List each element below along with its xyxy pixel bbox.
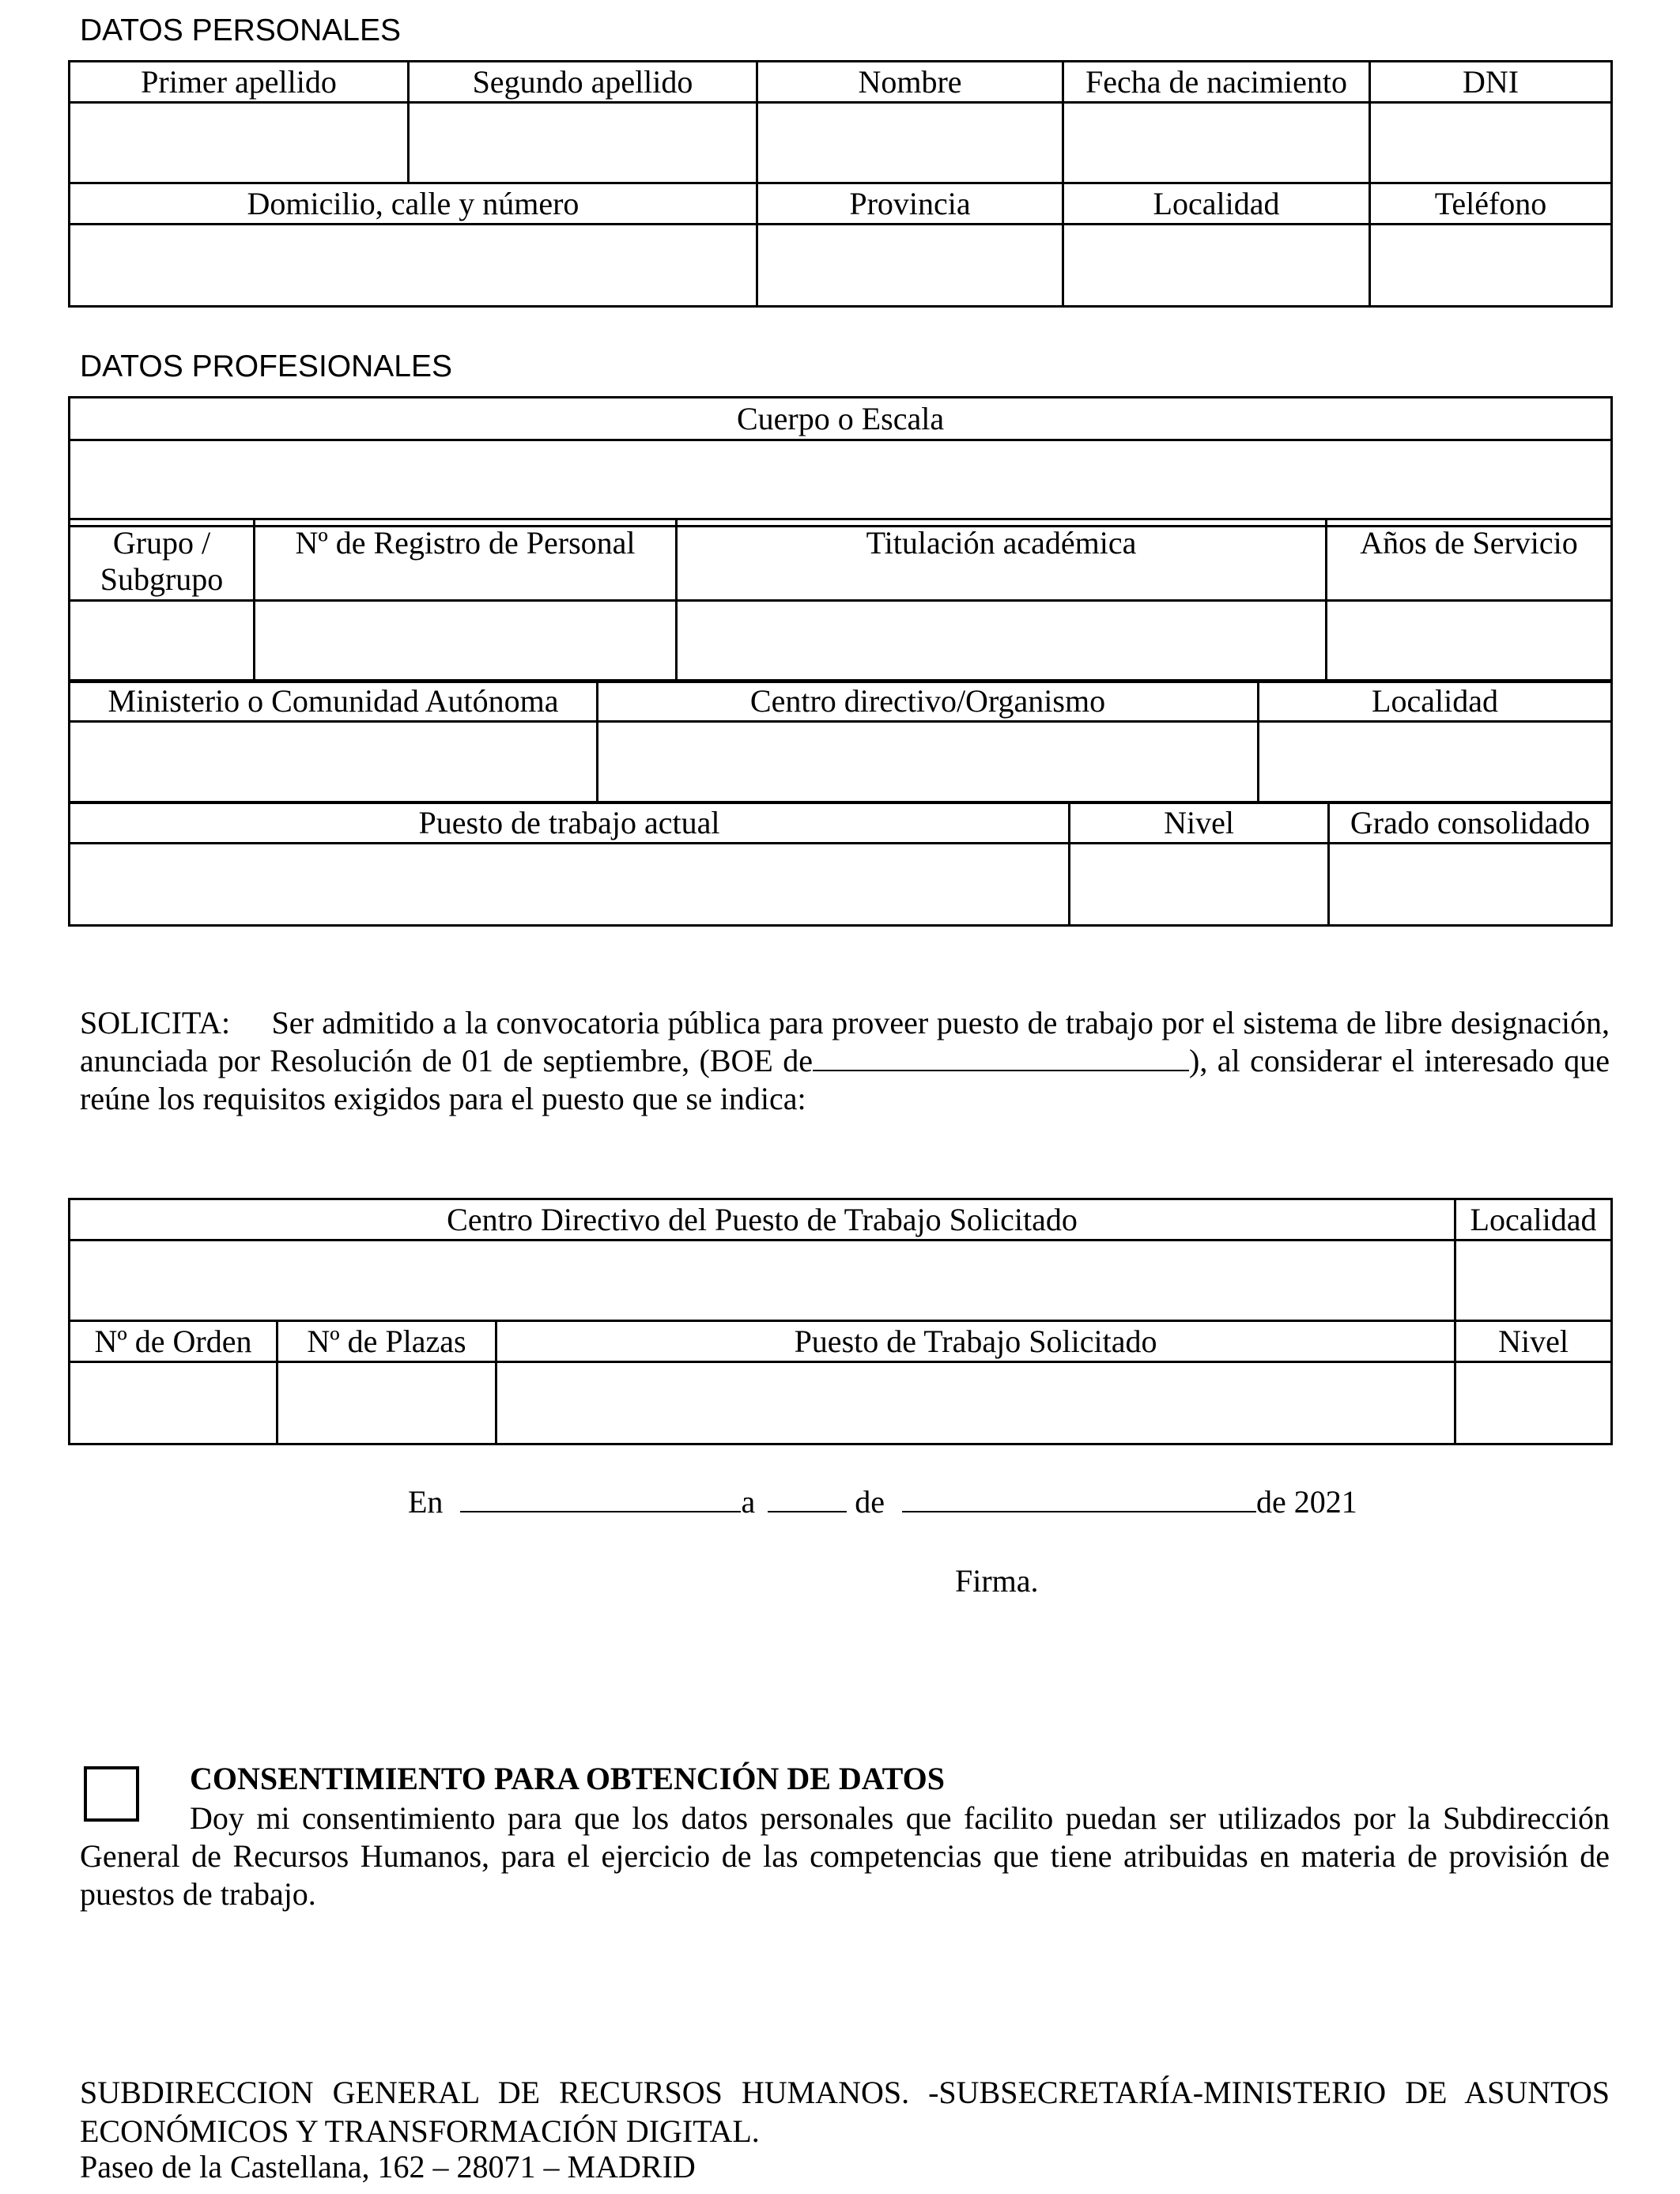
header-localidad: Localidad: [1063, 183, 1370, 225]
field-anios-servicio[interactable]: [1327, 601, 1612, 682]
date-de-label: de: [855, 1484, 885, 1520]
field-centro-directivo[interactable]: [598, 722, 1259, 803]
header-provincia: Provincia: [757, 183, 1063, 225]
consent-text: Doy mi consentimiento para que los datos personales que facilito puedan ser utilizados por la Subdirección General de Recursos Humanos, para el ejercicio de las competencias que tiene atribuidas en materia de provisión de puestos de trabajo.: [80, 1800, 1610, 1912]
solicita-text-1: Ser admitido a la convocatoria pública para proveer puesto de trabajo por el sistema de libre designación, anunciada por Resolución de 01 de septiembre, (BOE de: [80, 1005, 1610, 1078]
field-grado-consolidado[interactable]: [1329, 844, 1612, 926]
header-numero-orden: Nº de Orden: [70, 1321, 277, 1362]
header-centro-directivo: Centro directivo/Organismo: [598, 681, 1259, 722]
consent-title: CONSENTIMIENTO PARA OBTENCIÓN DE DATOS: [190, 1761, 945, 1796]
field-nivel[interactable]: [1070, 844, 1329, 926]
solicita-text-2: ), al considerar el interesado que reúne los requisitos exigidos para el puesto que se indica:: [80, 1043, 1610, 1116]
header-domicilio: Domicilio, calle y número: [70, 183, 757, 225]
requested-position-table: [68, 1198, 1613, 1445]
header-nombre: Nombre: [757, 62, 1063, 103]
personal-data-table: [68, 60, 1613, 308]
header-numero-plazas: Nº de Plazas: [277, 1321, 496, 1362]
date-year-label: de 2021: [1255, 1484, 1357, 1520]
header-segundo-apellido: Segundo apellido: [409, 62, 757, 103]
day-field[interactable]: [768, 1487, 847, 1512]
month-field[interactable]: [902, 1487, 1256, 1512]
date-a-label: a: [741, 1484, 756, 1520]
header-grupo-subgrupo: Grupo / Subgrupo: [70, 519, 255, 601]
field-provincia[interactable]: [757, 225, 1063, 307]
solicita-label: SOLICITA:: [80, 1005, 231, 1040]
boe-date-field[interactable]: [813, 1046, 1189, 1071]
field-telefono[interactable]: [1370, 225, 1612, 307]
field-domicilio[interactable]: [70, 225, 757, 307]
header-registro-personal: Nº de Registro de Personal: [255, 519, 677, 601]
header-localidad-solicitada: Localidad: [1455, 1199, 1612, 1240]
date-line: [408, 1486, 1357, 1518]
field-titulacion[interactable]: [677, 601, 1327, 682]
professional-table-2: [68, 518, 1613, 683]
professional-table-4: [68, 801, 1613, 927]
footer-address-line: Paseo de la Castellana, 162 – 28071 – MADRID: [80, 2149, 696, 2185]
header-fecha-nacimiento: Fecha de nacimiento: [1063, 62, 1370, 103]
field-grupo-subgrupo[interactable]: [70, 601, 255, 682]
personal-section-title: DATOS PERSONALES: [80, 13, 402, 47]
field-nivel-solicitado[interactable]: [1455, 1362, 1612, 1444]
field-dni[interactable]: [1370, 103, 1612, 183]
header-ministerio: Ministerio o Comunidad Autónoma: [70, 681, 598, 722]
header-anios-servicio: Años de Servicio: [1327, 519, 1612, 601]
field-centro-solicitado[interactable]: [70, 1240, 1455, 1321]
header-nivel-solicitado: Nivel: [1455, 1321, 1612, 1362]
field-nombre[interactable]: [757, 103, 1063, 183]
header-puesto-actual: Puesto de trabajo actual: [70, 802, 1070, 844]
professional-section-title: DATOS PROFESIONALES: [80, 349, 453, 383]
header-centro-solicitado: Centro Directivo del Puesto de Trabajo Solicitado: [70, 1199, 1455, 1240]
field-numero-plazas[interactable]: [277, 1362, 496, 1444]
professional-table-3: [68, 679, 1613, 804]
place-field[interactable]: [460, 1487, 741, 1512]
field-numero-orden[interactable]: [70, 1362, 277, 1444]
field-localidad-solicitada[interactable]: [1455, 1240, 1612, 1321]
header-primer-apellido: Primer apellido: [70, 62, 409, 103]
header-cuerpo-escala: Cuerpo o Escala: [70, 398, 1612, 440]
field-localidad[interactable]: [1063, 225, 1370, 307]
footer-address-block: SUBDIRECCION GENERAL DE RECURSOS HUMANOS. -SUBSECRETARÍA-MINISTERIO DE ASUNTOS ECONÓMICOS Y TRANSFORMACIÓN DIGITAL.: [80, 2075, 1610, 2149]
field-fecha-nacimiento[interactable]: [1063, 103, 1370, 183]
header-localidad-profesional: Localidad: [1259, 681, 1612, 722]
field-segundo-apellido[interactable]: [409, 103, 757, 183]
field-primer-apellido[interactable]: [70, 103, 409, 183]
field-registro-personal[interactable]: [255, 601, 677, 682]
professional-table-1: [68, 396, 1613, 527]
field-ministerio[interactable]: [70, 722, 598, 803]
header-telefono: Teléfono: [1370, 183, 1612, 225]
field-localidad-profesional[interactable]: [1259, 722, 1612, 803]
solicita-paragraph: [80, 1004, 1610, 1118]
field-puesto-actual[interactable]: [70, 844, 1070, 926]
header-grado-consolidado: Grado consolidado: [1329, 802, 1612, 844]
header-dni: DNI: [1370, 62, 1612, 103]
field-puesto-solicitado[interactable]: [496, 1362, 1455, 1444]
header-nivel: Nivel: [1070, 802, 1329, 844]
field-cuerpo-escala[interactable]: [70, 440, 1612, 527]
date-en-label: En: [408, 1484, 444, 1520]
header-titulacion: Titulación académica: [677, 519, 1327, 601]
header-puesto-solicitado: Puesto de Trabajo Solicitado: [496, 1321, 1455, 1362]
firma-label: Firma.: [955, 1563, 1039, 1599]
